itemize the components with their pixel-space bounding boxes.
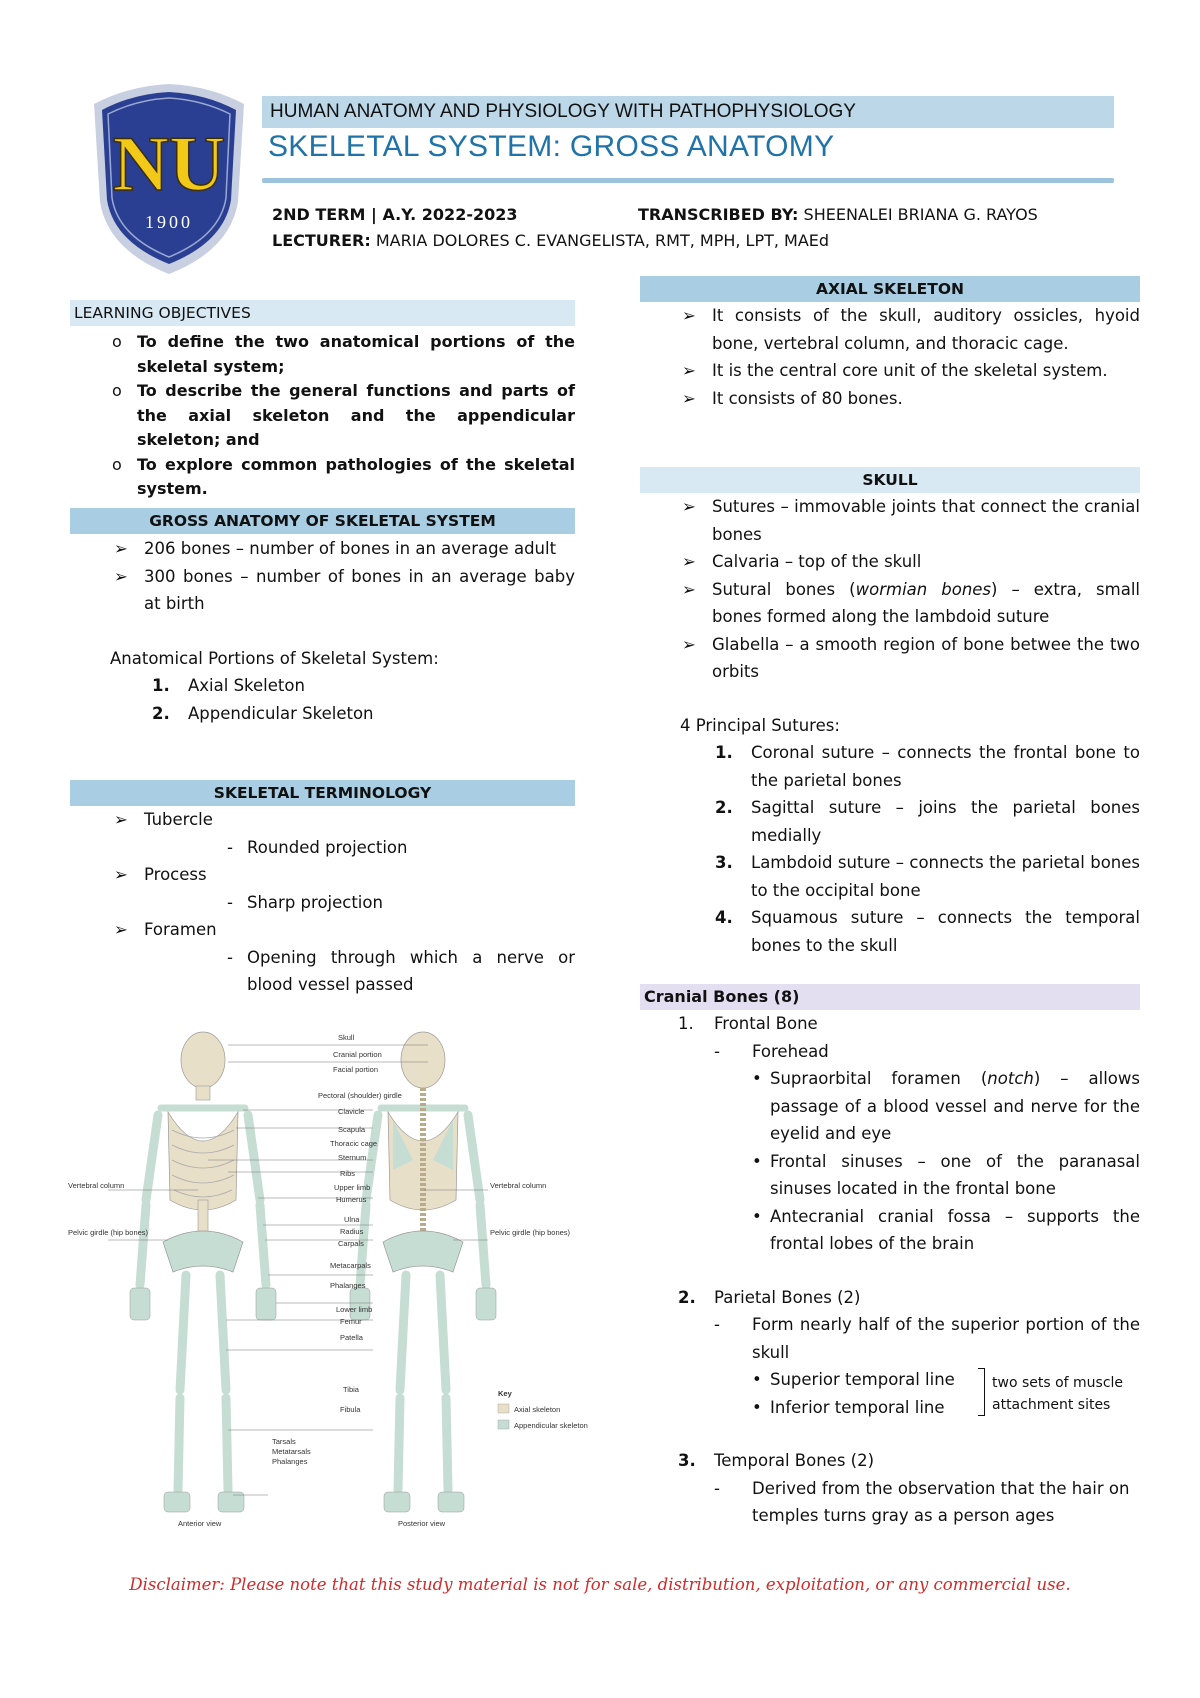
temporal-sub: - Derived from the observation that the hair on temples turns gray as a person ages bbox=[714, 1478, 1130, 1525]
parietal-bullet: • Superior temporal line bbox=[752, 1370, 955, 1389]
arrow-icon: ➢ bbox=[682, 552, 696, 571]
skeleton-figure bbox=[68, 1020, 588, 1532]
label-posterior: Posterior view bbox=[398, 1519, 446, 1528]
arrow-icon: ➢ bbox=[682, 361, 696, 380]
key-axial-swatch bbox=[498, 1404, 509, 1413]
gross-item: ➢ 206 bones – number of bones in an average adult bbox=[110, 535, 575, 563]
label-ribs: Ribs bbox=[340, 1169, 356, 1178]
label-phalanges: Phalanges bbox=[330, 1281, 366, 1290]
suture-item: 1. Coronal suture – connects the frontal bone to the parietal bones bbox=[715, 743, 1140, 790]
label-cranial: Cranial portion bbox=[333, 1050, 382, 1059]
term-item: ➢ Tubercle bbox=[110, 806, 575, 834]
term-definition: - Opening through which a nerve or blood vessel passed bbox=[227, 947, 575, 994]
objective-item: o To define the two anatomical portions of the skeletal system; bbox=[112, 332, 575, 376]
frontal-bullet: • Supraorbital foramen (notch) – allows passage of a blood vessel and nerve for the eyelid and eye bbox=[752, 1069, 1140, 1143]
label-ulna: Ulna bbox=[344, 1215, 360, 1224]
objective-item: o To describe the general functions and parts of the axial skeleton and the appendicular skeleton; and bbox=[112, 381, 575, 449]
term-info: 2ND TERM | A.Y. 2022-2023 bbox=[272, 205, 518, 224]
label-skull: Skull bbox=[338, 1033, 355, 1042]
label-radius: Radius bbox=[340, 1227, 364, 1236]
label-vertebral-left: Vertebral column bbox=[68, 1181, 125, 1190]
label-patella: Patella bbox=[340, 1333, 363, 1342]
skull-item: ➢ Glabella – a smooth region of bone betwee the two orbits bbox=[678, 631, 1140, 686]
label-femur: Femur bbox=[340, 1317, 362, 1326]
suture-item: 3. Lambdoid suture – connects the parietal bones to the occipital bone bbox=[715, 853, 1140, 900]
parietal-sub: - Form nearly half of the superior portion of the skull bbox=[714, 1315, 1140, 1362]
terminology-header: SKELETAL TERMINOLOGY bbox=[70, 780, 575, 806]
parietal-bones: 2. Parietal Bones (2) bbox=[678, 1287, 861, 1307]
posterior-skeleton bbox=[350, 1032, 496, 1512]
frontal-bone: 1. Frontal Bone bbox=[678, 1014, 818, 1033]
label-upper-limb: Upper limb bbox=[334, 1183, 371, 1192]
temporal-bones: 3. Temporal Bones (2) bbox=[678, 1451, 875, 1470]
sutures-title: 4 Principal Sutures: bbox=[680, 715, 840, 735]
label-fibula: Fibula bbox=[340, 1405, 361, 1414]
label-clavicle: Clavicle bbox=[338, 1107, 365, 1116]
title-underline bbox=[262, 178, 1114, 183]
portion-item: 1. Axial Skeleton bbox=[152, 676, 305, 695]
logo-letters: NU bbox=[112, 120, 226, 207]
label-tibia: Tibia bbox=[343, 1385, 359, 1394]
bracket bbox=[978, 1368, 985, 1416]
label-vertebral-right: Vertebral column bbox=[490, 1181, 547, 1190]
portions-title: Anatomical Portions of Skeletal System: bbox=[110, 648, 439, 668]
label-humerus: Humerus bbox=[336, 1195, 367, 1204]
label-thoracic: Thoracic cage bbox=[330, 1139, 378, 1148]
skull-item: ➢ Sutural bones (wormian bones) – extra, small bones formed along the lambdoid suture bbox=[678, 576, 1140, 631]
label-sternum: Sternum bbox=[338, 1153, 367, 1162]
objective-item: o To explore common pathologies of the skeletal system. bbox=[112, 454, 575, 498]
anterior-skeleton bbox=[130, 1032, 276, 1512]
arrow-icon: ➢ bbox=[682, 306, 696, 325]
frontal-sub: - Forehead bbox=[714, 1041, 829, 1061]
arrow-icon: ➢ bbox=[682, 388, 696, 408]
arrow-icon: ➢ bbox=[682, 579, 696, 599]
skull-item: ➢ Sutures – immovable joints that connect the cranial bones bbox=[678, 493, 1140, 548]
objectives-header: LEARNING OBJECTIVES bbox=[70, 300, 575, 326]
logo-year: 1900 bbox=[145, 212, 193, 232]
frontal-bullet: • Antecranial cranial fossa – supports the frontal lobes of the brain bbox=[752, 1206, 1140, 1253]
term-definition: - Sharp projection bbox=[227, 892, 383, 912]
label-lower-limb: Lower limb bbox=[336, 1305, 373, 1314]
label-pectoral: Pectoral (shoulder) girdle bbox=[318, 1091, 402, 1100]
parietal-note: two sets of muscle attachment sites bbox=[992, 1375, 1124, 1413]
suture-item: 2. Sagittal suture – joins the parietal bones medially bbox=[715, 798, 1140, 845]
key-title: Key bbox=[498, 1389, 512, 1398]
gross-item: ➢ 300 bones – number of bones in an average baby at birth bbox=[110, 563, 575, 618]
label-pelvic-right: Pelvic girdle (hip bones) bbox=[490, 1228, 571, 1237]
axial-item: ➢ It consists of 80 bones. bbox=[678, 385, 1140, 413]
arrow-icon: ➢ bbox=[114, 865, 128, 884]
skull-item: ➢ Calvaria – top of the skull bbox=[678, 548, 1140, 576]
label-phalanges-foot: Phalanges bbox=[272, 1457, 308, 1466]
label-pelvic-left: Pelvic girdle (hip bones) bbox=[68, 1228, 149, 1237]
arrow-icon: ➢ bbox=[114, 920, 128, 939]
term-item: ➢ Foramen bbox=[110, 916, 575, 944]
label-metacarpals: Metacarpals bbox=[330, 1261, 371, 1270]
key-axial: Axial skeleton bbox=[514, 1405, 561, 1414]
arrow-icon: ➢ bbox=[114, 566, 128, 586]
university-logo bbox=[88, 82, 250, 276]
lecturer: LECTURER: MARIA DOLORES C. EVANGELISTA, RMT, MPH, LPT, MAEd bbox=[272, 231, 830, 250]
portion-item: 2. Appendicular Skeleton bbox=[152, 703, 374, 723]
label-tarsals: Tarsals bbox=[272, 1437, 296, 1446]
cranial-bones-header: Cranial Bones (8) bbox=[640, 984, 1140, 1010]
frontal-bullet: • Frontal sinuses – one of the paranasal sinuses located in the frontal bone bbox=[752, 1151, 1140, 1198]
gross-anatomy-header: GROSS ANATOMY OF SKELETAL SYSTEM bbox=[70, 508, 575, 534]
course-title: HUMAN ANATOMY AND PHYSIOLOGY WITH PATHOPHYSIOLOGY bbox=[262, 96, 1114, 128]
axial-item: ➢ It is the central core unit of the skeletal system. bbox=[678, 357, 1140, 385]
parietal-bullet: • Inferior temporal line bbox=[752, 1397, 945, 1417]
axial-item: ➢ It consists of the skull, auditory ossicles, hyoid bone, vertebral column, and thoracic cage. bbox=[678, 302, 1140, 357]
suture-item: 4. Squamous suture – connects the temporal bones to the skull bbox=[715, 908, 1140, 955]
key-appendicular: Appendicular skeleton bbox=[514, 1421, 588, 1430]
arrow-icon: ➢ bbox=[682, 497, 696, 516]
label-carpals: Carpals bbox=[338, 1239, 364, 1248]
term-definition: - Rounded projection bbox=[227, 837, 408, 857]
axial-skeleton-header: AXIAL SKELETON bbox=[640, 276, 1140, 302]
transcribed-by: TRANSCRIBED BY: SHEENALEI BRIANA G. RAYOS bbox=[638, 205, 1038, 224]
arrow-icon: ➢ bbox=[114, 539, 128, 558]
label-anterior: Anterior view bbox=[178, 1519, 222, 1528]
page-title: SKELETAL SYSTEM: GROSS ANATOMY bbox=[268, 130, 835, 163]
skull-header: SKULL bbox=[640, 467, 1140, 493]
arrow-icon: ➢ bbox=[114, 810, 128, 829]
arrow-icon: ➢ bbox=[682, 634, 696, 654]
disclaimer: Disclaimer: Please note that this study material is not for sale, distribution, exploitation, or any commercial use. bbox=[129, 1575, 1071, 1594]
key-appendicular-swatch bbox=[498, 1420, 509, 1429]
label-scapula: Scapula bbox=[338, 1125, 366, 1134]
label-facial: Facial portion bbox=[333, 1065, 379, 1074]
label-metatarsals: Metatarsals bbox=[272, 1447, 311, 1456]
term-item: ➢ Process bbox=[110, 861, 575, 889]
